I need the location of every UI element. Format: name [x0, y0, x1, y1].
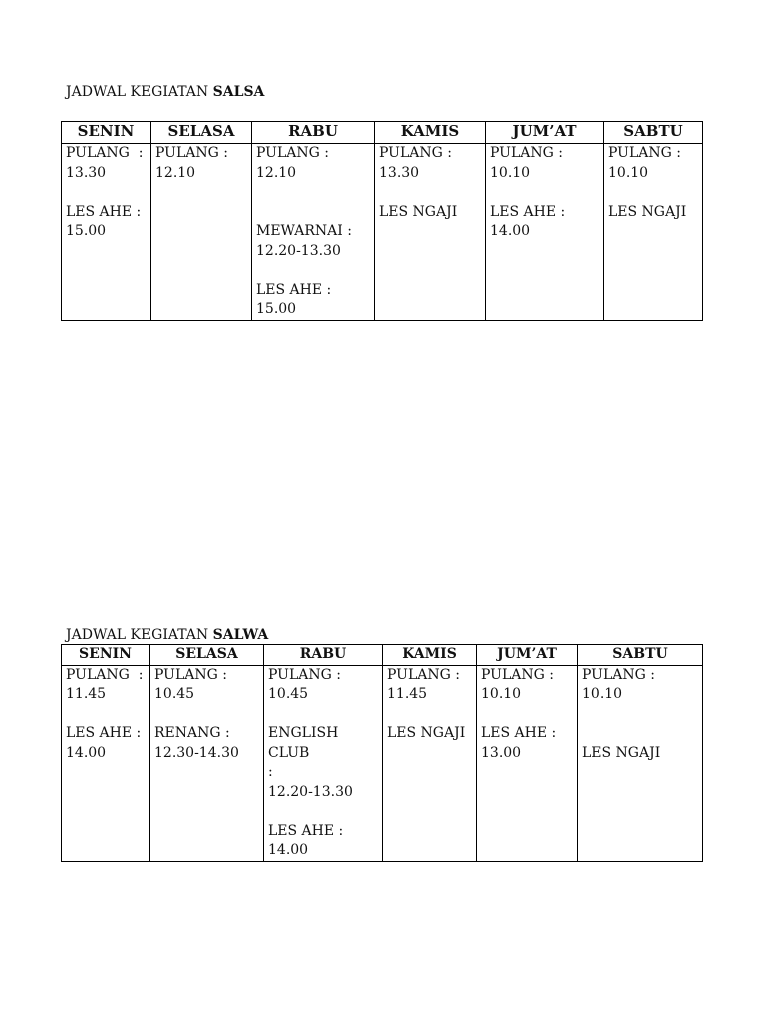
salwa-day-header: SENIN — [62, 645, 150, 666]
cell-text-line: 14.00 — [66, 744, 107, 761]
cell-spacer — [66, 183, 146, 203]
cell-text-line: PULANG : — [66, 666, 144, 683]
cell-text-line: PULANG : — [66, 145, 144, 161]
cell-spacer — [490, 183, 599, 203]
cell-text-line: 10.45 — [268, 686, 309, 702]
salsa-cell-sabtu — [604, 144, 703, 321]
salsa-day-header: SELASA — [151, 122, 252, 144]
cell-text-line: LES NGAJI — [379, 203, 458, 220]
cell-text-line: 12.20-13.30 — [256, 242, 341, 259]
cell-spacer — [387, 705, 472, 725]
salsa-schedule-table — [61, 121, 703, 321]
cell-text-line: LES NGAJI — [387, 725, 466, 741]
salwa-title-name: SALWA — [212, 627, 269, 643]
cell-text-line: LES AHE : — [268, 822, 344, 839]
cell-text-line: PULANG : — [608, 145, 681, 161]
cell-spacer — [268, 705, 378, 725]
cell-text-line: ENGLISH CLUB — [268, 725, 343, 761]
cell-text-line: 14.00 — [490, 223, 531, 239]
cell-spacer — [582, 724, 698, 744]
salsa-day-header: KAMIS — [375, 122, 486, 144]
cell-text-line: 13.30 — [379, 164, 420, 181]
cell-text-line: : — [268, 764, 273, 780]
salsa-cell-senin — [62, 144, 151, 321]
cell-text-line: PULANG : — [387, 666, 460, 683]
salsa-day-header: SABTU — [604, 122, 703, 144]
cell-text-line: LES AHE : 15.00 — [256, 281, 336, 317]
cell-text-line: 10.45 — [154, 686, 195, 702]
salwa-day-header: SELASA — [150, 645, 264, 666]
salwa-title-prefix: JADWAL KEGIATAN — [66, 627, 213, 643]
cell-spacer — [256, 203, 370, 223]
cell-text-line: PULANG : 12.10 — [256, 145, 334, 181]
salsa-schedule-title — [66, 83, 264, 101]
cell-text-line: 10.10 — [608, 164, 649, 181]
cell-text-line: 13.30 — [66, 164, 107, 181]
cell-text-line: 15.00 — [66, 223, 107, 239]
salwa-cell-sabtu — [578, 665, 703, 861]
cell-text-line: PULANG : — [268, 666, 341, 683]
cell-text-line: LES AHE : — [481, 725, 557, 741]
salsa-cell-selasa — [151, 144, 252, 321]
salsa-cell-jumat — [486, 144, 604, 321]
cell-text-line: LES AHE : — [66, 725, 142, 741]
salwa-cell-senin — [62, 665, 150, 861]
cell-spacer — [481, 705, 573, 725]
cell-spacer — [66, 705, 145, 725]
salsa-cell-kamis — [375, 144, 486, 321]
salwa-cell-selasa — [150, 665, 264, 861]
cell-text-line: MEWARNAI : — [256, 223, 352, 239]
salwa-cell-kamis — [383, 665, 477, 861]
cell-text-line: LES NGAJI — [582, 744, 661, 761]
cell-spacer — [268, 802, 378, 822]
salwa-day-header: KAMIS — [383, 645, 477, 666]
cell-text-line: RENANG : — [154, 725, 230, 741]
cell-spacer — [379, 183, 481, 203]
salsa-header-row — [62, 122, 703, 144]
cell-text-line: PULANG : — [481, 666, 554, 683]
salwa-day-header: SABTU — [578, 645, 703, 666]
cell-text-line: 12.10 — [155, 164, 196, 181]
cell-text-line: LES NGAJI — [608, 203, 687, 220]
cell-spacer — [256, 183, 370, 203]
salsa-day-header: JUM’AT — [486, 122, 604, 144]
cell-text-line: PULANG : — [490, 145, 563, 161]
salsa-day-header: SENIN — [62, 122, 151, 144]
cell-spacer — [608, 183, 698, 203]
cell-spacer — [256, 261, 370, 281]
cell-text-line: 10.10 — [490, 164, 531, 181]
salsa-day-header: RABU — [252, 122, 375, 144]
cell-text-line: 11.45 — [66, 686, 107, 702]
cell-spacer — [154, 705, 259, 725]
cell-text-line: 12.20-13.30 — [268, 783, 353, 800]
salsa-title-name: SALSA — [212, 84, 265, 100]
salwa-schedule-table — [61, 644, 703, 862]
cell-text-line: 11.45 — [387, 686, 428, 702]
salsa-cell-rabu — [252, 144, 375, 321]
cell-spacer — [582, 705, 698, 725]
salsa-title-prefix: JADWAL KEGIATAN — [66, 84, 213, 100]
salwa-body-row — [62, 665, 703, 861]
salsa-body-row — [62, 144, 703, 321]
cell-text-line: PULANG : — [155, 145, 228, 161]
salwa-cell-jumat — [477, 665, 578, 861]
salwa-schedule-title — [66, 626, 268, 644]
cell-text-line: LES AHE : — [490, 203, 566, 220]
cell-text-line: 12.30-14.30 — [154, 744, 239, 761]
cell-text-line: 14.00 — [268, 842, 309, 858]
cell-text-line: 10.10 — [481, 686, 522, 702]
cell-text-line: LES AHE : — [66, 203, 142, 220]
cell-text-line: PULANG : — [379, 145, 452, 161]
cell-text-line: PULANG : 10.10 — [582, 666, 660, 702]
salwa-day-header: RABU — [264, 645, 383, 666]
salwa-day-header: JUM’AT — [477, 645, 578, 666]
cell-text-line: PULANG : — [154, 666, 227, 683]
salwa-cell-rabu — [264, 665, 383, 861]
cell-text-line: 13.00 — [481, 744, 522, 761]
salwa-header-row — [62, 645, 703, 666]
